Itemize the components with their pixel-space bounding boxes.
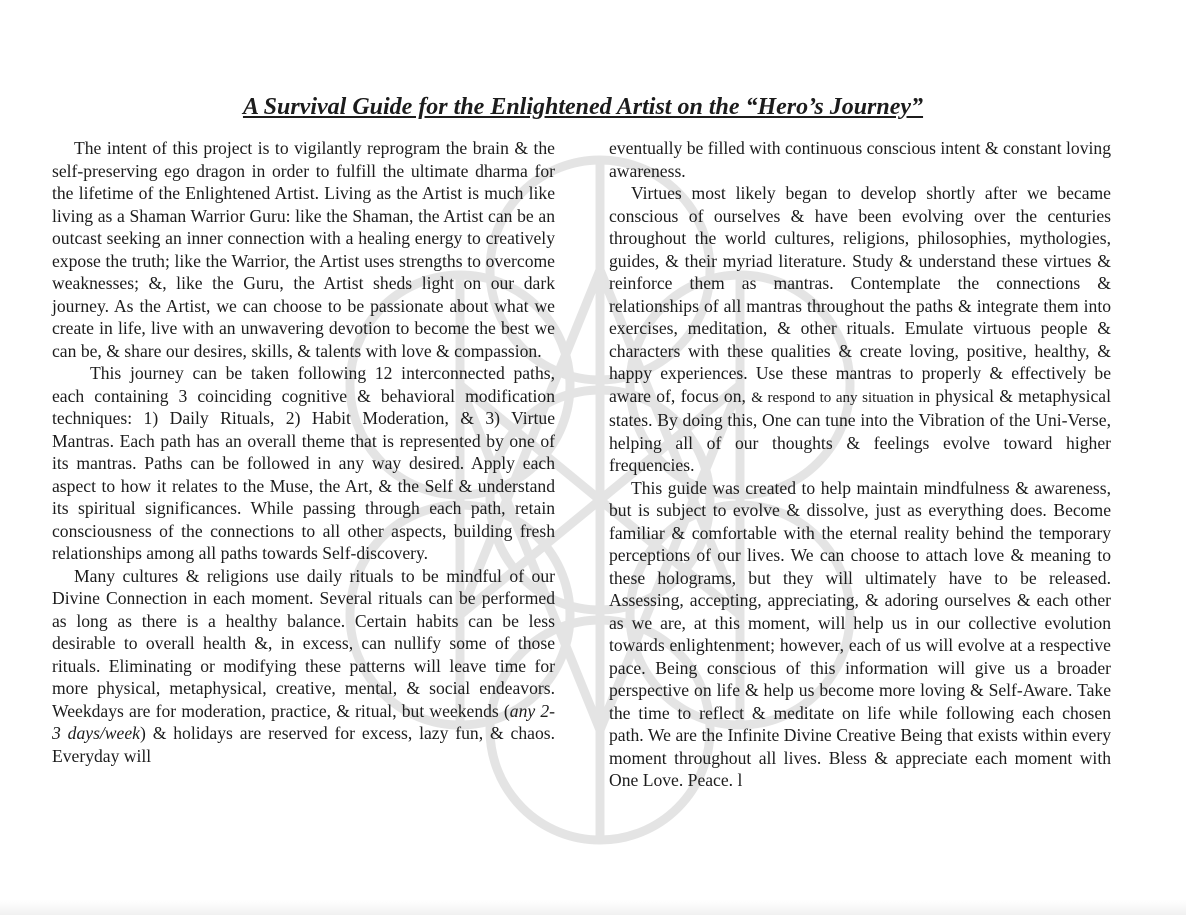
guide-paragraph: This guide was created to help maintain mindfulness & awareness, but is subject to evolve & dissolve, just as everything does. Become familiar & comfortable with the eternal reality behind the temporary perceptions of our lives. We can choose to attach love & meaning to these holograms, but they will ultimately have to be released. Assessing, accepting, appreciating, & adoring ourselves & each other as we are, at this moment, will help us in our collective evolution towards enlightenment; however, each of us will evolve at a respective pace. Being conscious of this information will give us a broader perspective on life & help us become more loving & Self-Aware. Take the time to reflect & meditate on life while following each chosen path. We are the Infinite Divine Creative Being that exists within every moment throughout all lives. Bless & appreciate each moment with One Love. Peace. l: [609, 477, 1111, 790]
rituals-text-end: ) & holidays are reserved for excess, lazy fun, & chaos. Everyday will: [52, 723, 555, 766]
right-column: [609, 137, 1111, 792]
virtues-paragraph: [609, 182, 1111, 477]
rituals-continuation: eventually be filled with continuous conscious intent & constant loving awareness.: [609, 138, 1111, 181]
document-title: A Survival Guide for the Enlightened Artist on the “Hero’s Journey”: [242, 94, 924, 120]
left-column: [52, 137, 555, 767]
paths-paragraph: This journey can be taken following 12 interconnected paths, each containing 3 coinciding cognitive & behavioral modification techniques: 1) Daily Rituals, 2) Habit Moderation, & 3) Virtue Mantras. Each path has an overall theme that is represented by one of its mantras. Paths can be followed in any way desired. Apply each aspect to how it relates to the Muse, the Art, & the Self & understand its spiritual significances. While passing through each path, retain consciousness of the connections to all other aspects, building fresh relationships among all paths towards Self-discovery.: [52, 363, 555, 563]
rituals-emphasis: any 2-3 days/week: [52, 700, 555, 743]
virtues-text-end: physical & metaphysical states. By doing this, One can tune into the Vibration of the Uni-Verse, helping all of our thoughts & feelings evolve toward higher frequencies.: [609, 385, 1112, 475]
virtues-small-text: & respond to any situation in: [751, 389, 931, 406]
rituals-paragraph: [52, 565, 555, 768]
page-bottom-edge: [0, 900, 1186, 915]
rituals-text-start: Many cultures & religions use daily rituals to be mindful of our Divine Connection in each moment. Several rituals can be performed as long as there is a healthy balance. Certain habits can be less desirable to overall health &, in excess, can nullify some of those rituals. Eliminating or modifying these patterns will leave time for more physical, metaphysical, creative, mental, & social endeavors. Weekdays are for moderation, practice, & ritual, but weekends (: [52, 565, 555, 721]
virtues-text-start: Virtues most likely began to develop shortly after we became conscious of ourselves & have been evolving over the centuries throughout the world cultures, religions, philosophies, mythologies, guides, & their myriad literature. Study & understand these virtues & reinforce them as mantras. Contemplate the connections & relationships of all mantras throughout the paths & integrate them into exercises, meditation, & other rituals. Emulate virtuous people & characters with these qualities & create loving, positive, healthy, & happy experiences. Use these mantras to properly & effectively be aware of, focus on,: [609, 183, 1111, 406]
intro-paragraph: The intent of this project is to vigilantly reprogram the brain & the self-preserving ego dragon in order to fulfill the ultimate dharma for the lifetime of the Enlightened Artist. Living as the Artist is much like living as a Shaman Warrior Guru: like the Shaman, the Artist can be an outcast seeking an inner connection with a healing energy to creatively expose the truth; like the Warrior, the Artist uses strengths to overcome weaknesses; &, like the Guru, the Artist sheds light on our dark journey. As the Artist, we can choose to be passionate about what we create in life, live with an unwavering devotion to become the best we can be, & share our desires, skills, & talents with love & compassion.: [52, 138, 555, 361]
